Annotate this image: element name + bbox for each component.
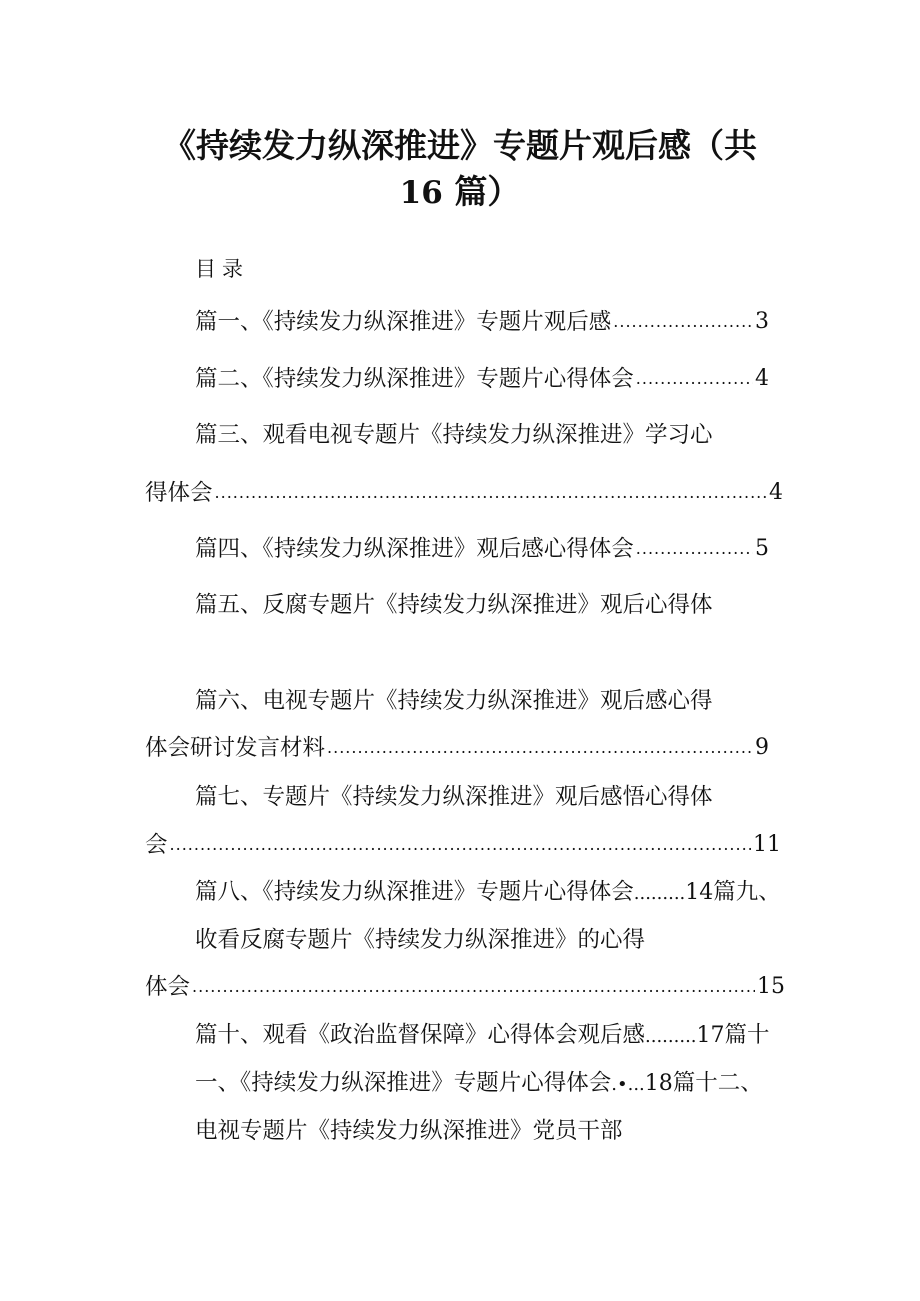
title-text: 《持续发力纵深推进》专题片观后感（共: [163, 126, 757, 165]
toc-leader-dots: [170, 833, 751, 857]
toc-leader-dots: .•...: [611, 1074, 645, 1095]
toc-entry-text: 会: [145, 832, 168, 858]
toc-entry-10[interactable]: [195, 1020, 770, 1052]
toc-entry-5[interactable]: 篇五、反腐专题片《持续发力纵深推进》观后心得体: [195, 592, 713, 618]
toc-page-number: 4: [755, 366, 769, 391]
toc-page-number: 15: [757, 974, 785, 999]
toc-entry-7-line-1[interactable]: 篇七、专题片《持续发力纵深推进》观后感悟心得体: [195, 784, 713, 810]
toc-entry-text: 体会研讨发言材料: [145, 735, 326, 761]
toc-page-number: 4: [769, 480, 783, 505]
toc-entry-text: 得体会: [145, 480, 213, 506]
toc-entry-11[interactable]: [195, 1068, 763, 1100]
toc-entry-9-line-3[interactable]: [145, 972, 785, 1002]
toc-leader-dots: [327, 736, 753, 760]
title-count-suffix: 篇）: [454, 172, 521, 211]
toc-entry-text: 体会: [145, 974, 191, 1000]
toc-entry-9-line-2[interactable]: 收看反腐专题片《持续发力纵深推进》的心得: [195, 927, 646, 953]
toc-entry-text: 篇十、观看《政治监督保障》心得体会观后感: [195, 1022, 646, 1048]
toc-entry-7-line-2[interactable]: [145, 830, 781, 860]
toc-page-number: 11: [753, 832, 781, 857]
toc-entry-1[interactable]: [195, 307, 769, 337]
toc-leader-dots: [192, 975, 755, 999]
document-title-line-1: [0, 126, 920, 166]
toc-entry-3-line-1[interactable]: 篇三、观看电视专题片《持续发力纵深推进》学习心: [195, 422, 713, 448]
toc-leader-dots: [636, 367, 753, 391]
toc-entry-6-line-2[interactable]: [145, 733, 769, 763]
toc-leader-dots: [636, 537, 753, 561]
toc-page-number: 3: [755, 309, 769, 334]
toc-label: 目录: [195, 257, 249, 281]
toc-page-number: 5: [755, 536, 769, 561]
toc-leader-dots: .........: [645, 1026, 697, 1047]
toc-entry-text: 篇八、《持续发力纵深推进》专题片心得体会: [195, 879, 634, 905]
toc-entry-text: 篇一、《持续发力纵深推进》专题片观后感: [195, 309, 612, 335]
toc-entry-text: 篇二、《持续发力纵深推进》专题片心得体会: [195, 366, 634, 392]
toc-page-number: 9: [755, 735, 769, 760]
title-count: 16: [399, 175, 443, 211]
toc-page-number: 14: [685, 880, 714, 905]
toc-leader-dots: .........: [633, 883, 686, 904]
toc-page-number: 17: [696, 1023, 725, 1048]
toc-leader-dots: [215, 481, 767, 505]
toc-entry-4[interactable]: [195, 534, 769, 564]
toc-entry-2[interactable]: [195, 364, 769, 394]
toc-entry-6-line-1[interactable]: 篇六、电视专题片《持续发力纵深推进》观后感心得: [195, 688, 713, 714]
toc-entry-9-start: 篇九、: [713, 879, 781, 905]
toc-entry-text: 篇四、《持续发力纵深推进》观后感心得体会: [195, 536, 634, 562]
toc-leader-dots: [613, 310, 753, 334]
toc-entry-text: 一、《持续发力纵深推进》专题片心得体会: [195, 1070, 612, 1096]
toc-entry-12-start: 篇十二、: [672, 1070, 763, 1096]
toc-page-number: 18: [644, 1071, 673, 1096]
toc-entry-3-line-2[interactable]: [145, 478, 783, 508]
toc-entry-8-line-1[interactable]: [195, 877, 781, 909]
document-title-line-2: [0, 172, 920, 213]
toc-entry-12[interactable]: 电视专题片《持续发力纵深推进》党员干部: [195, 1118, 623, 1144]
toc-entry-11-start: 篇十: [724, 1022, 770, 1048]
